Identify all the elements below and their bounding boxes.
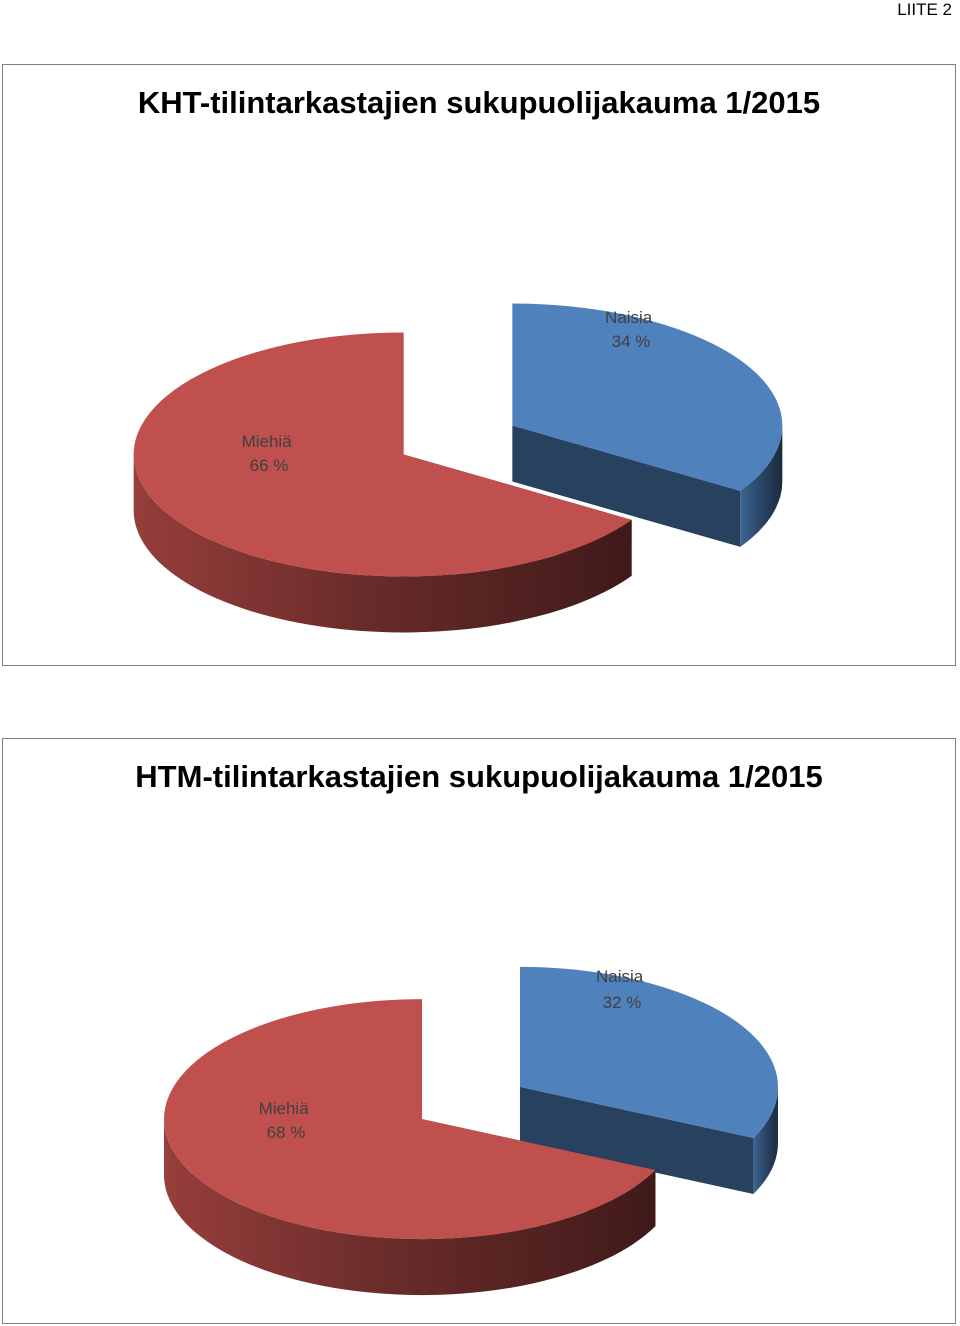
slice-label-naisia-kht: Naisia 34 % — [605, 308, 653, 351]
slice-label-naisia-htm: Naisia 32 % — [596, 967, 644, 1012]
chart-htm — [2, 738, 956, 1324]
chart-title-htm: HTM-tilintarkastajien sukupuolijakauma 1/2015 — [135, 759, 823, 794]
slice-label-miehia-kht: Miehiä 66 % — [241, 432, 292, 475]
slice-label-miehia-htm: Miehiä 68 % — [258, 1099, 309, 1142]
chart-kht — [2, 64, 956, 666]
pie-chart-kht — [3, 65, 957, 667]
page-label: LIITE 2 — [897, 0, 952, 19]
chart-title-kht: KHT-tilintarkastajien sukupuolijakauma 1/2015 — [137, 85, 821, 120]
pie-chart-htm — [3, 739, 957, 1325]
